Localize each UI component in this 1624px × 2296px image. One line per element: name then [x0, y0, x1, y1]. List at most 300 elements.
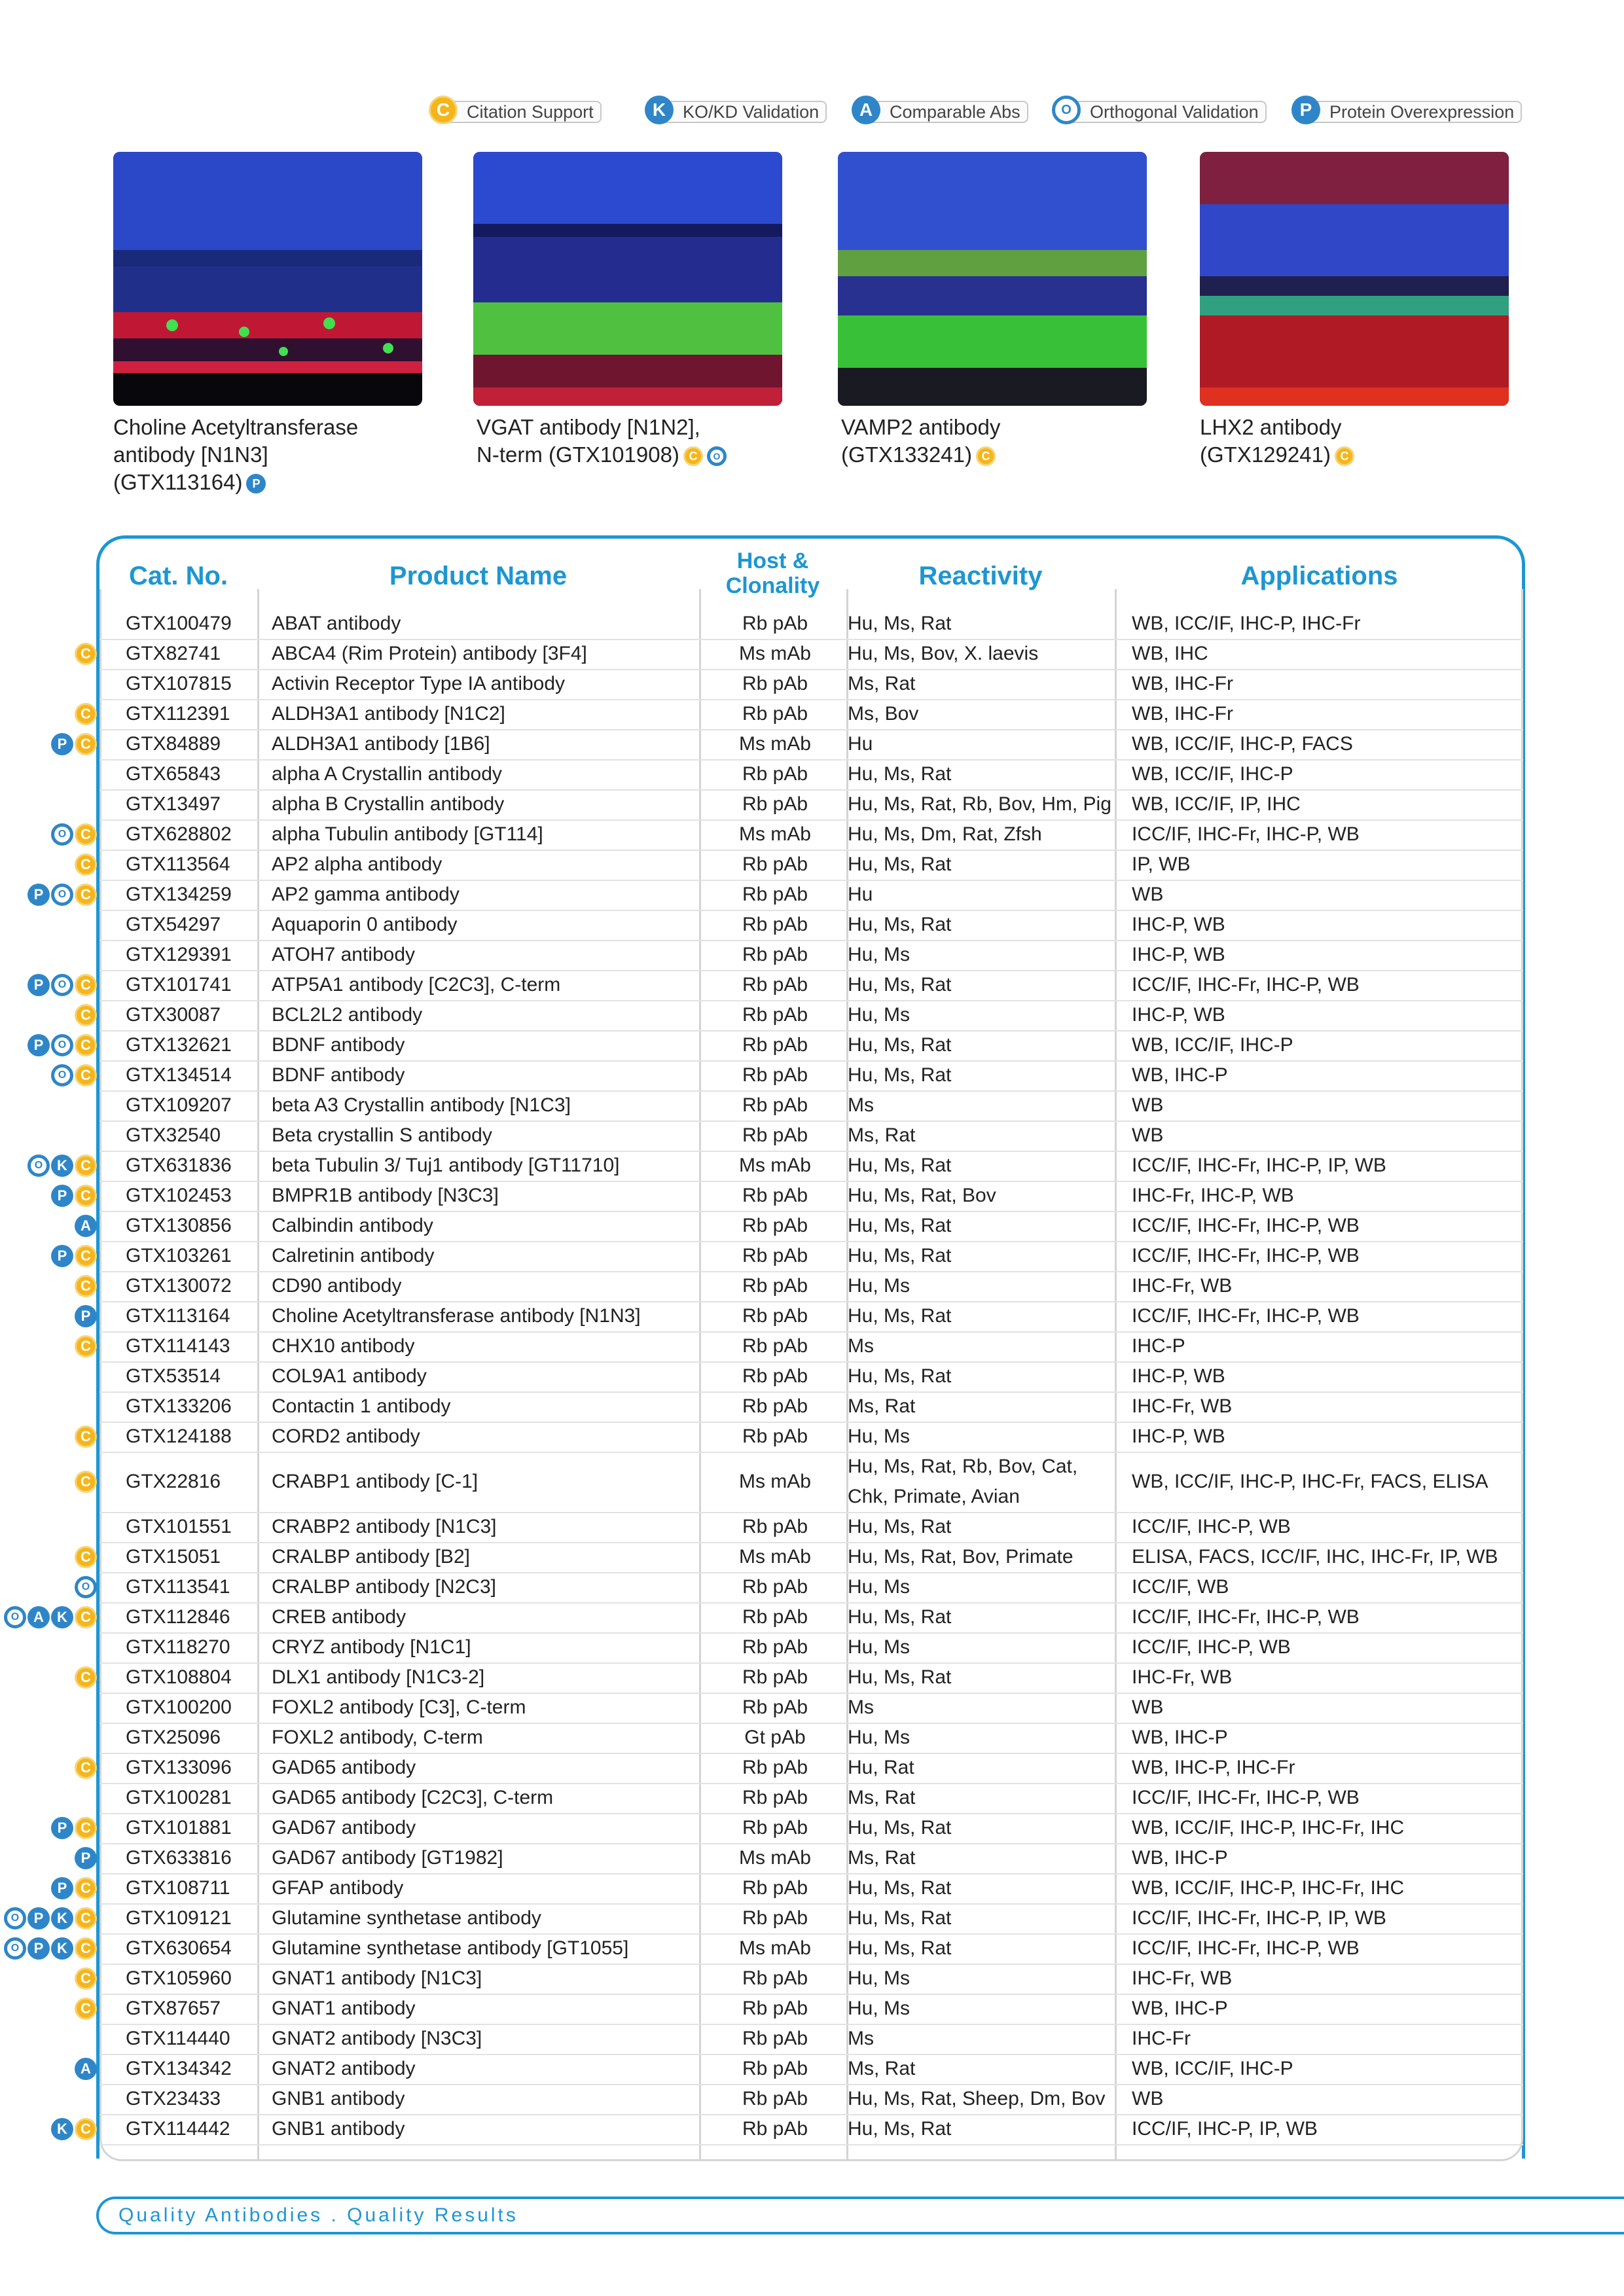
- cell-host-clonality: Rb pAb: [742, 1666, 808, 1688]
- cell-host-clonality: Rb pAb: [742, 1215, 808, 1236]
- caption-line: (GTX113164): [113, 470, 243, 494]
- cell-host-clonality: Rb pAb: [742, 1696, 808, 1718]
- citation-support-icon: C: [1335, 446, 1354, 466]
- citation-support-icon: C: [75, 1907, 97, 1929]
- orthogonal-validation-icon: O: [4, 1937, 26, 1960]
- cell-applications: ICC/IF, IHC-Fr, IHC-P, WB: [1132, 823, 1360, 845]
- cell-applications: WB, ICC/IF, IHC-P, IHC-Fr, IHC: [1132, 1817, 1405, 1839]
- ko-kd-validation-icon: K: [645, 96, 674, 124]
- cell-applications: ICC/IF, IHC-Fr, IHC-P, WB: [1132, 1215, 1360, 1236]
- cell-product-name: CRABP1 antibody [C-1]: [272, 1471, 478, 1492]
- cell-product-name: Calretinin antibody: [272, 1245, 435, 1266]
- table-row: [81, 1331, 1523, 1363]
- cell-cat-no: GTX101881: [126, 1817, 232, 1839]
- cell-applications: ICC/IF, IHC-Fr, IHC-P, WB: [1132, 1245, 1360, 1266]
- cell-applications: WB, ICC/IF, IHC-P, FACS: [1132, 733, 1353, 755]
- table-row: [99, 609, 1523, 640]
- table-row: [57, 1181, 1523, 1212]
- cell-applications: WB: [1132, 1696, 1164, 1718]
- table-row: [10, 1933, 1523, 1965]
- citation-support-icon: C: [75, 1335, 97, 1357]
- figure-image-vgat: [473, 152, 782, 406]
- citation-support-icon: C: [75, 853, 97, 876]
- row-badges: [4, 1937, 97, 1960]
- cell-applications: WB: [1132, 884, 1164, 905]
- table-row: [99, 1632, 1523, 1664]
- cell-applications: WB: [1132, 1094, 1164, 1116]
- cell-cat-no: GTX113541: [126, 1576, 230, 1598]
- table-row: [81, 639, 1523, 670]
- cell-applications: WB, ICC/IF, IHC-P, IHC-Fr, IHC: [1132, 1877, 1405, 1899]
- protein-overexpression-icon: P: [51, 1817, 73, 1839]
- cell-host-clonality: Rb pAb: [742, 1185, 808, 1206]
- orthogonal-validation-icon: O: [51, 884, 73, 906]
- cell-host-clonality: Rb pAb: [742, 703, 808, 725]
- row-badges: [4, 1606, 97, 1628]
- protein-overexpression-icon: P: [27, 1907, 50, 1929]
- row-badges: [75, 1757, 97, 1779]
- cell-applications: WB, IHC-Fr: [1132, 673, 1233, 694]
- cell-reactivity: Hu: [848, 884, 873, 905]
- table-row: [81, 1994, 1523, 2025]
- cell-cat-no: GTX100479: [126, 613, 232, 634]
- cell-cat-no: GTX100200: [126, 1696, 232, 1718]
- protein-overexpression-icon: P: [27, 974, 50, 996]
- cell-host-clonality: Rb pAb: [742, 1365, 808, 1387]
- cell-applications: IHC-Fr, WB: [1132, 1275, 1233, 1297]
- row-badges: [75, 1335, 97, 1357]
- cell-reactivity: Hu, Ms, Rat: [848, 1516, 952, 1537]
- cell-cat-no: GTX108804: [126, 1666, 232, 1688]
- cell-applications: IHC-P, WB: [1132, 914, 1225, 935]
- cell-host-clonality: Rb pAb: [742, 1967, 808, 1989]
- cell-cat-no: GTX102453: [126, 1185, 232, 1206]
- citation-support-icon: C: [75, 643, 97, 665]
- table-row: [57, 1241, 1523, 1272]
- caption-line: antibody [N1N3]: [113, 442, 268, 467]
- cell-applications: IHC-P, WB: [1132, 944, 1225, 965]
- cell-cat-no: GTX54297: [126, 914, 221, 935]
- cell-host-clonality: Rb pAb: [742, 1064, 808, 1086]
- citation-support-icon: C: [75, 1666, 97, 1689]
- cell-cat-no: GTX112846: [126, 1606, 230, 1628]
- cell-applications: ICC/IF, IHC-P, WB: [1132, 1516, 1291, 1537]
- cell-reactivity: Hu, Ms, Rat, Sheep, Dm, Bov: [848, 2088, 1106, 2109]
- table-row: [81, 699, 1523, 730]
- cell-product-name: CRALBP antibody [N2C3]: [272, 1576, 496, 1598]
- cell-host-clonality: Ms mAb: [738, 1937, 811, 1959]
- cell-applications: WB, IHC-P: [1132, 1727, 1228, 1748]
- cell-reactivity: Ms, Rat: [848, 1395, 916, 1417]
- cell-applications: WB, ICC/IF, IHC-P, IHC-Fr, FACS, ELISA: [1132, 1471, 1489, 1492]
- cell-reactivity: Hu, Ms: [848, 1636, 911, 1658]
- cell-product-name: alpha Tubulin antibody [GT114]: [272, 823, 543, 845]
- cell-applications: WB, IHC: [1132, 643, 1208, 664]
- cell-product-name: Aquaporin 0 antibody: [272, 914, 458, 935]
- figure-caption: [1200, 414, 1540, 469]
- cell-host-clonality: Ms mAb: [738, 1471, 811, 1492]
- cell-cat-no: GTX22816: [126, 1471, 221, 1492]
- cell-applications: ICC/IF, IHC-Fr, IHC-P, WB: [1132, 1305, 1360, 1327]
- cell-host-clonality: Rb pAb: [742, 1335, 808, 1357]
- orthogonal-validation-icon: O: [51, 974, 73, 996]
- citation-support-icon: C: [75, 1757, 97, 1779]
- table-row: [99, 910, 1523, 941]
- table-row: [57, 1813, 1523, 1844]
- row-badges: [75, 853, 97, 876]
- table-row: [81, 1662, 1523, 1694]
- cell-reactivity: Hu, Ms, Rat: [848, 1155, 952, 1176]
- cell-applications: WB, ICC/IF, IHC-P, IHC-Fr: [1132, 613, 1361, 634]
- citation-support-icon: C: [976, 446, 996, 466]
- orthogonal-validation-icon: O: [27, 1155, 50, 1177]
- table-row: [58, 819, 1523, 851]
- table-row: [99, 759, 1523, 791]
- cell-reactivity: Hu, Ms: [848, 1275, 911, 1297]
- row-badges: [75, 1471, 97, 1493]
- cell-cat-no: GTX124188: [126, 1426, 232, 1447]
- cell-product-name: CRALBP antibody [B2]: [272, 1546, 470, 1568]
- protein-overexpression-icon: P: [27, 1034, 50, 1056]
- table-row: [81, 1271, 1523, 1302]
- cell-reactivity: Hu, Ms, Rat: [848, 2118, 952, 2140]
- cell-applications: IP, WB: [1132, 853, 1191, 875]
- orthogonal-validation-icon: O: [4, 1606, 26, 1628]
- row-badges: [51, 823, 97, 846]
- cell-reactivity: Ms, Rat: [848, 2058, 916, 2079]
- cell-cat-no: GTX134514: [126, 1064, 232, 1086]
- cell-applications: ICC/IF, IHC-Fr, IHC-P, WB: [1132, 974, 1360, 996]
- cell-product-name: COL9A1 antibody: [272, 1365, 427, 1387]
- cell-product-name: ABAT antibody: [272, 613, 401, 634]
- cell-product-name: CREB antibody: [272, 1606, 406, 1628]
- cell-product-name: Choline Acetyltransferase antibody [N1N3]: [272, 1305, 641, 1327]
- legend-label: Protein Overexpression: [1306, 101, 1522, 123]
- cell-reactivity: Hu, Ms, Rat: [848, 1907, 952, 1929]
- cell-cat-no: GTX65843: [126, 763, 221, 785]
- caption-line: VAMP2 antibody: [841, 415, 1001, 439]
- cell-product-name: AP2 gamma antibody: [272, 884, 460, 905]
- cell-cat-no: GTX107815: [126, 673, 232, 694]
- cell-host-clonality: Rb pAb: [742, 1787, 808, 1808]
- cell-applications: ICC/IF, IHC-Fr, IHC-P, IP, WB: [1132, 1155, 1386, 1176]
- cell-cat-no: GTX23433: [126, 2088, 221, 2109]
- protein-overexpression-icon: P: [51, 1185, 73, 1207]
- row-badges: [51, 1245, 97, 1267]
- table-row: [81, 2054, 1523, 2085]
- citation-support-icon: C: [75, 1967, 97, 1990]
- cell-product-name: BDNF antibody: [272, 1034, 405, 1056]
- cell-cat-no: GTX101551: [126, 1516, 232, 1537]
- cell-cat-no: GTX133096: [126, 1757, 232, 1778]
- table-row: [99, 1391, 1523, 1423]
- cell-applications: IHC-P, WB: [1132, 1426, 1225, 1447]
- orthogonal-validation-icon: O: [1052, 96, 1081, 124]
- figure-caption: [477, 414, 817, 469]
- cell-cat-no: GTX631836: [126, 1155, 232, 1176]
- table-row: [81, 1452, 1523, 1513]
- orthogonal-validation-icon: O: [51, 1034, 73, 1056]
- citation-support-icon: C: [75, 1275, 97, 1297]
- cell-reactivity: Hu, Ms: [848, 944, 911, 965]
- cell-reactivity: Hu, Ms, Rat: [848, 1937, 952, 1959]
- cell-product-name: GFAP antibody: [272, 1877, 404, 1899]
- cell-cat-no: GTX25096: [126, 1727, 221, 1748]
- comparable-abs-icon: A: [75, 1215, 97, 1237]
- cell-applications: ICC/IF, IHC-P, IP, WB: [1132, 2118, 1318, 2140]
- caption-line: LHX2 antibody: [1200, 415, 1342, 439]
- cell-applications: WB, ICC/IF, IHC-P: [1132, 1034, 1293, 1056]
- cell-reactivity: Ms: [848, 1335, 874, 1357]
- cell-host-clonality: Rb pAb: [742, 1757, 808, 1778]
- protein-overexpression-icon: P: [51, 733, 73, 755]
- table-row: [99, 2024, 1523, 2055]
- cell-host-clonality: Rb pAb: [742, 1245, 808, 1266]
- citation-support-icon: C: [75, 733, 97, 755]
- table-row: [33, 970, 1523, 1001]
- row-badges: [75, 1967, 97, 1990]
- cell-reactivity: Hu, Ms, Rat: [848, 1245, 952, 1266]
- cell-reactivity: Hu, Ms, Rat: [848, 1606, 952, 1628]
- legend-label: Comparable Abs: [866, 101, 1028, 123]
- cell-cat-no: GTX13497: [126, 793, 221, 815]
- citation-support-icon: C: [75, 1998, 97, 2020]
- row-badges: [75, 1305, 97, 1327]
- cell-product-name: GNB1 antibody: [272, 2118, 405, 2140]
- cell-product-name: BDNF antibody: [272, 1064, 405, 1086]
- cell-cat-no: GTX100281: [126, 1787, 232, 1808]
- table-row: [81, 1211, 1523, 1242]
- cell-reactivity: Hu, Ms, Rat: [848, 1034, 952, 1056]
- citation-support-icon: C: [75, 703, 97, 725]
- cell-product-name: beta A3 Crystallin antibody [N1C3]: [272, 1094, 571, 1116]
- ko-kd-validation-icon: K: [51, 1907, 73, 1929]
- citation-support-icon: C: [75, 1471, 97, 1493]
- table-row: [81, 1422, 1523, 1453]
- citation-support-icon: C: [75, 1426, 97, 1448]
- cell-host-clonality: Rb pAb: [742, 914, 808, 935]
- cell-product-name: Activin Receptor Type IA antibody: [272, 673, 566, 694]
- cell-product-name: ALDH3A1 antibody [N1C2]: [272, 703, 505, 725]
- figure-image-choline-acetyltransferase: [113, 152, 422, 406]
- protein-overexpression-icon: P: [51, 1245, 73, 1267]
- cell-cat-no: GTX129391: [126, 944, 232, 965]
- cell-product-name: GAD67 antibody: [272, 1817, 416, 1839]
- cell-applications: WB, ICC/IF, IHC-P: [1132, 2058, 1293, 2079]
- cell-reactivity: Hu, Ms, Rat: [848, 853, 952, 875]
- header-host-line: Clonality: [725, 573, 820, 598]
- row-badges: [51, 733, 97, 755]
- cell-applications: WB: [1132, 1124, 1164, 1146]
- cell-reactivity: Hu, Ms, Rat, Rb, Bov, Hm, Pig: [848, 793, 1111, 815]
- cell-host-clonality: Rb pAb: [742, 1124, 808, 1146]
- figure-caption: [841, 414, 1182, 469]
- cell-reactivity: Ms: [848, 1094, 874, 1116]
- row-badges: [75, 1215, 97, 1237]
- cell-applications: WB, IHC-P: [1132, 1847, 1228, 1869]
- cell-cat-no: GTX53514: [126, 1365, 221, 1387]
- cell-reactivity: Hu, Ms, Rat: [848, 763, 952, 785]
- cell-applications: WB, IHC-Fr: [1132, 703, 1233, 725]
- cell-product-name: GNAT2 antibody: [272, 2058, 416, 2079]
- caption-line: (GTX129241): [1200, 442, 1331, 467]
- cell-product-name: GNAT1 antibody [N1C3]: [272, 1967, 482, 1989]
- cell-reactivity: Ms, Rat: [848, 1124, 916, 1146]
- comparable-abs-icon: A: [852, 96, 880, 124]
- cell-product-name: GNAT1 antibody: [272, 1998, 416, 2019]
- citation-support-icon: C: [429, 96, 458, 124]
- cell-reactivity: Hu, Ms: [848, 1426, 911, 1447]
- cell-host-clonality: Rb pAb: [742, 2058, 808, 2079]
- cell-reactivity: Hu: [848, 733, 873, 755]
- citation-support-icon: C: [75, 1155, 97, 1177]
- orthogonal-validation-icon: O: [4, 1907, 26, 1929]
- table-row: [99, 1090, 1523, 1122]
- citation-support-icon: C: [75, 1606, 97, 1628]
- cell-host-clonality: Rb pAb: [742, 1998, 808, 2019]
- cell-reactivity: Hu, Ms: [848, 1967, 911, 1989]
- cell-cat-no: GTX118270: [126, 1636, 230, 1658]
- cell-product-name: GNAT2 antibody [N3C3]: [272, 2028, 482, 2049]
- cell-host-clonality: Rb pAb: [742, 2028, 808, 2049]
- protein-overexpression-icon: P: [246, 474, 266, 493]
- cell-product-name: CORD2 antibody: [272, 1426, 420, 1447]
- header-cat-no: Cat. No.: [128, 562, 228, 590]
- cell-cat-no: GTX30087: [126, 1004, 221, 1026]
- cell-cat-no: GTX134342: [126, 2058, 232, 2079]
- cell-cat-no: GTX103261: [126, 1245, 232, 1266]
- cell-host-clonality: Rb pAb: [742, 1606, 808, 1628]
- row-badges: [4, 1907, 97, 1929]
- cell-product-name: beta Tubulin 3/ Tuj1 antibody [GT11710]: [272, 1155, 620, 1176]
- cell-cat-no: GTX113164: [126, 1305, 230, 1327]
- cell-product-name: GAD65 antibody: [272, 1757, 416, 1778]
- cell-reactivity: Hu, Ms, Rat: [848, 1877, 952, 1899]
- row-badges: [27, 974, 97, 996]
- cell-product-name: Beta crystallin S antibody: [272, 1124, 492, 1146]
- protein-overexpression-icon: P: [75, 1305, 97, 1327]
- cell-applications: IHC-P, WB: [1132, 1004, 1225, 1026]
- header-product-name: Product Name: [389, 562, 568, 590]
- cell-reactivity: Hu, Ms, Rat: [848, 974, 952, 996]
- table-row: [81, 1301, 1523, 1333]
- cell-host-clonality: Rb pAb: [742, 944, 808, 965]
- cell-product-name: ALDH3A1 antibody [1B6]: [272, 733, 490, 755]
- table-row: [81, 1843, 1523, 1874]
- protein-overexpression-icon: P: [51, 1877, 73, 1899]
- citation-support-icon: C: [75, 974, 97, 996]
- citation-support-icon: C: [75, 1877, 97, 1899]
- row-badges: [75, 1666, 97, 1689]
- ko-kd-validation-icon: K: [51, 2118, 73, 2140]
- cell-cat-no: GTX105960: [126, 1967, 232, 1989]
- cell-host-clonality: Rb pAb: [742, 1516, 808, 1537]
- row-badges: [51, 1185, 97, 1207]
- cell-applications: IHC-Fr, IHC-P, WB: [1132, 1185, 1294, 1206]
- cell-host-clonality: Ms mAb: [738, 1847, 811, 1869]
- cell-reactivity: Ms: [848, 1696, 874, 1718]
- cell-reactivity: Ms, Rat: [848, 1787, 916, 1808]
- cell-product-name: BMPR1B antibody [N3C3]: [272, 1185, 499, 1206]
- table-row: [99, 669, 1523, 700]
- cell-cat-no: GTX109207: [126, 1094, 232, 1116]
- cell-cat-no: GTX84889: [126, 733, 221, 755]
- citation-support-icon: C: [75, 1546, 97, 1568]
- citation-support-icon: C: [75, 884, 97, 906]
- cell-host-clonality: Rb pAb: [742, 763, 808, 785]
- cell-reactivity: Hu, Ms, Rat: [848, 1365, 952, 1387]
- cell-host-clonality: Rb pAb: [742, 884, 808, 905]
- badge-legend: [429, 96, 1528, 128]
- table-row: [58, 1060, 1523, 1092]
- cell-host-clonality: Rb pAb: [742, 1275, 808, 1297]
- cell-cat-no: GTX134259: [126, 884, 232, 905]
- table-row: [99, 1512, 1523, 1543]
- cell-cat-no: GTX32540: [126, 1124, 221, 1146]
- cell-cat-no: GTX633816: [126, 1847, 232, 1869]
- table-row: [34, 1151, 1523, 1182]
- cell-cat-no: GTX132621: [126, 1034, 232, 1056]
- row-badges: [51, 1877, 97, 1899]
- cell-applications: IHC-P, WB: [1132, 1365, 1225, 1387]
- cell-applications: ICC/IF, IHC-P, WB: [1132, 1636, 1291, 1658]
- citation-support-icon: C: [683, 446, 703, 466]
- orthogonal-validation-icon: O: [707, 446, 727, 466]
- table-row: [99, 1723, 1523, 1754]
- cell-cat-no: GTX108711: [126, 1877, 230, 1899]
- cell-applications: WB, IHC-P: [1132, 1998, 1228, 2019]
- cell-product-name: alpha B Crystallin antibody: [272, 793, 505, 815]
- cell-reactivity: Ms, Bov: [848, 703, 919, 725]
- cell-applications: ICC/IF, IHC-Fr, IHC-P, WB: [1132, 1937, 1360, 1959]
- cell-product-name: Glutamine synthetase antibody [GT1055]: [272, 1937, 629, 1959]
- cell-reactivity: Hu, Ms, Rat: [848, 613, 952, 634]
- cell-host-clonality: Rb pAb: [742, 1817, 808, 1839]
- row-badges: [75, 1426, 97, 1448]
- cell-cat-no: GTX130072: [126, 1275, 232, 1297]
- ko-kd-validation-icon: K: [51, 1606, 73, 1628]
- cell-host-clonality: Rb pAb: [742, 1305, 808, 1327]
- citation-support-icon: C: [75, 1817, 97, 1839]
- table-row: [81, 1000, 1523, 1031]
- table-row: [10, 1602, 1523, 1634]
- figure-image-vamp2: [838, 152, 1147, 406]
- cell-host-clonality: Ms mAb: [738, 1155, 811, 1176]
- row-badges: [75, 1847, 97, 1869]
- cell-host-clonality: Ms mAb: [738, 643, 811, 664]
- cell-product-name: CRYZ antibody [N1C1]: [272, 1636, 471, 1658]
- cell-cat-no: GTX114442: [126, 2118, 230, 2140]
- cell-host-clonality: Rb pAb: [742, 1426, 808, 1447]
- legend-label: Orthogonal Validation: [1066, 101, 1267, 123]
- citation-support-icon: C: [75, 1004, 97, 1026]
- cell-reactivity: Ms, Rat: [848, 673, 916, 694]
- caption-line: Choline Acetyltransferase: [113, 415, 359, 439]
- table-row: [99, 789, 1523, 821]
- cell-cat-no: GTX82741: [126, 643, 221, 664]
- cell-host-clonality: Gt pAb: [744, 1727, 806, 1748]
- table-row: [81, 1964, 1523, 1995]
- cell-reactivity: Hu, Ms: [848, 1998, 911, 2019]
- table-row: [33, 880, 1523, 911]
- cell-applications: IHC-Fr, WB: [1132, 1967, 1233, 1989]
- table-row: [99, 1361, 1523, 1393]
- cell-product-name: GAD67 antibody [GT1982]: [272, 1847, 503, 1869]
- cell-cat-no: GTX112391: [126, 703, 230, 725]
- row-badges: [27, 1155, 97, 1177]
- row-badges: [75, 643, 97, 665]
- cell-reactivity: Hu, Ms, Rat: [848, 1064, 952, 1086]
